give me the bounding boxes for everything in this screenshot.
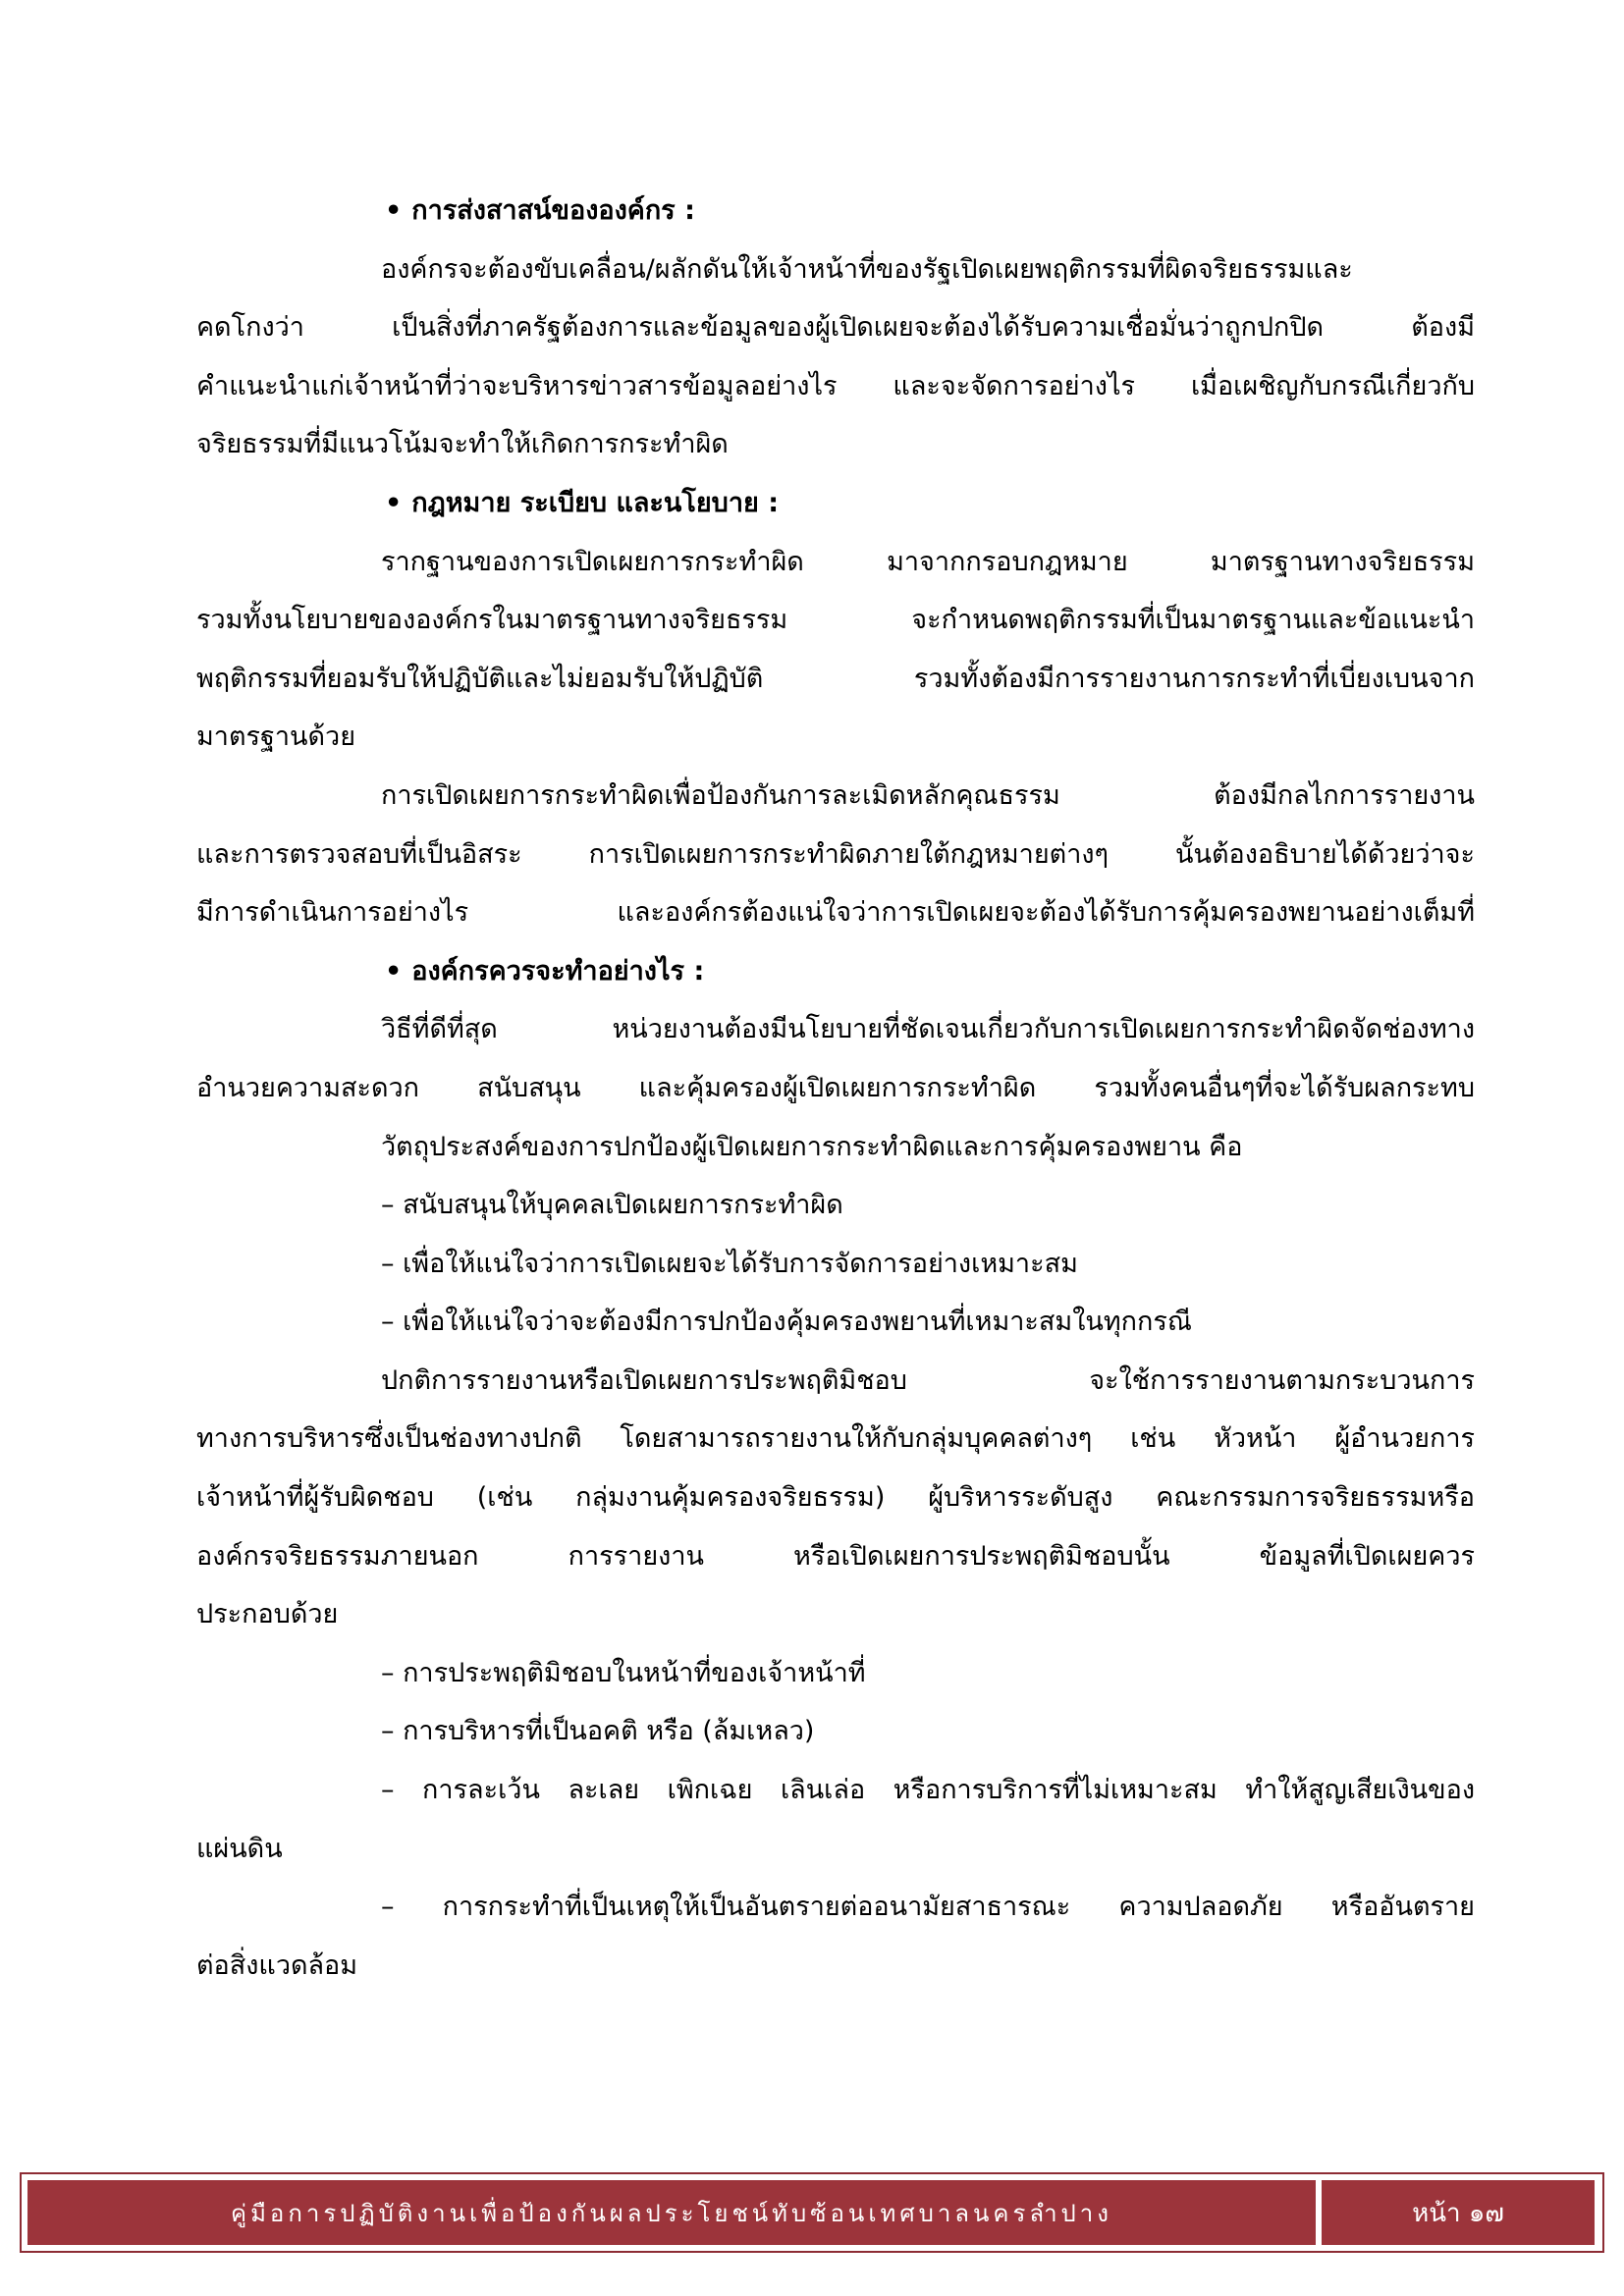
paragraph-line: คำแนะนำแก่เจ้าหน้าที่ว่าจะบริหารข่าวสารข้อมูลอย่างไร และจะจัดการอย่างไร เมื่อเผชิญกับกรณีเกี่ยวกับ (196, 370, 1475, 401)
paragraph-line: องค์กรจริยธรรมภายนอก การรายงาน หรือเปิดเผยการประพฤติมิชอบนั้น ข้อมูลที่เปิดเผยควร (196, 1540, 1475, 1572)
list-item: – เพื่อให้แน่ใจว่าการเปิดเผยจะได้รับการจัดการอย่างเหมาะสม (381, 1248, 1078, 1279)
footer-title-bar (27, 2180, 1316, 2245)
paragraph-line: มาตรฐานด้วย (196, 721, 356, 753)
paragraph-line: อำนวยความสะดวก สนับสนุน และคุ้มครองผู้เปิดเผยการกระทำผิด รวมทั้งคนอื่นๆที่จะได้รับผลกระทบ (196, 1072, 1475, 1103)
footer-page-box (1322, 2180, 1595, 2245)
section-heading-what-to-do: • องค์กรควรจะทำอย่างไร : (385, 955, 705, 987)
paragraph-line: มีการดำเนินการอย่างไร และองค์กรต้องแน่ใจว่าการเปิดเผยจะต้องได้รับการคุ้มครองพยานอย่างเต็มที่ (196, 897, 1475, 929)
list-item: – การกระทำที่เป็นเหตุให้เป็นอันตรายต่ออนามัยสาธารณะ ความปลอดภัย หรืออันตราย (381, 1892, 1475, 1923)
paragraph-line: การเปิดเผยการกระทำผิดเพื่อป้องกันการละเมิดหลักคุณธรรม ต้องมีกลไกการรายงาน (381, 779, 1475, 811)
list-item: – เพื่อให้แน่ใจว่าจะต้องมีการปกป้องคุ้มครองพยานที่เหมาะสมในทุกกรณี (381, 1307, 1192, 1338)
list-item: – การบริหารที่เป็นอคติ หรือ (ล้มเหลว) (381, 1716, 815, 1747)
page-footer (20, 2172, 1604, 2253)
paragraph-line: รากฐานของการเปิดเผยการกระทำผิด มาจากกรอบกฎหมาย มาตรฐานทางจริยธรรม (381, 546, 1475, 577)
paragraph-line: แผ่นดิน (196, 1833, 283, 1864)
paragraph-line: ประกอบด้วย (196, 1599, 339, 1630)
section-heading-law: • กฎหมาย ระเบียบ และนโยบาย : (385, 487, 779, 518)
paragraph-line: วิธีที่ดีที่สุด หน่วยงานต้องมีนโยบายที่ชัดเจนเกี่ยวกับการเปิดเผยการกระทำผิดจัดช่องทาง (381, 1014, 1475, 1045)
list-item: – การละเว้น ละเลย เพิกเฉย เลินเล่อ หรือการบริการที่ไม่เหมาะสม ทำให้สูญเสียเงินของ (381, 1775, 1475, 1806)
page-number: หน้า ๑๗ (1412, 2198, 1504, 2228)
list-item: – การประพฤติมิชอบในหน้าที่ของเจ้าหน้าที่ (381, 1657, 866, 1688)
bullet: • (385, 487, 403, 518)
paragraph-line: พฤติกรรมที่ยอมรับให้ปฏิบัติและไม่ยอมรับให้ปฏิบัติ รวมทั้งต้องมีการรายงานการกระทำที่เบี่ยงเบนจาก (196, 663, 1475, 694)
paragraph-line: รวมทั้งนโยบายขององค์กรในมาตรฐานทางจริยธรรม จะกำหนดพฤติกรรมที่เป็นมาตรฐานและข้อแนะนำ (196, 605, 1475, 636)
paragraph-line: จริยธรรมที่มีแนวโน้มจะทำให้เกิดการกระทำผิด (196, 429, 729, 460)
paragraph-line: ต่อสิ่งแวดล้อม (196, 1949, 358, 1981)
document-body (196, 182, 1475, 1995)
paragraph-line: ปกติการรายงานหรือเปิดเผยการประพฤติมิชอบ จะใช้การรายงานตามกระบวนการ (381, 1364, 1475, 1396)
bullet: • (385, 955, 403, 987)
paragraph-line: เจ้าหน้าที่ผู้รับผิดชอบ (เช่น กลุ่มงานคุ้มครองจริยธรรม) ผู้บริหารระดับสูง คณะกรรมการจริยธรรมหรือ (196, 1482, 1475, 1514)
paragraph-line: ทางการบริหารซึ่งเป็นช่องทางปกติ โดยสามารถรายงานให้กับกลุ่มบุคคลต่างๆ เช่น หัวหน้า ผู้อำนวยการ (196, 1423, 1475, 1455)
paragraph-line: และการตรวจสอบที่เป็นอิสระ การเปิดเผยการกระทำผิดภายใต้กฎหมายต่างๆ นั้นต้องอธิบายได้ด้วยว่าจะ (196, 838, 1475, 870)
paragraph-line: วัตถุประสงค์ของการปกป้องผู้เปิดเผยการกระทำผิดและการคุ้มครองพยาน คือ (381, 1131, 1243, 1162)
footer-title: คู่มือการปฏิบัติงานเพื่อป้องกันผลประโยชน์ทับซ้อนเทศบาลนครลำปาง (231, 2199, 1112, 2227)
paragraph-line: องค์กรจะต้องขับเคลื่อน/ผลักดันให้เจ้าหน้าที่ของรัฐเปิดเผยพฤติกรรมที่ผิดจริยธรรมและ (381, 253, 1353, 285)
list-item: – สนับสนุนให้บุคคลเปิดเผยการกระทำผิด (381, 1190, 843, 1221)
section-heading-communication: • การส่งสาสน์ขององค์กร : (385, 195, 695, 226)
bullet: • (385, 195, 403, 226)
paragraph-line: คดโกงว่า เป็นสิ่งที่ภาครัฐต้องการและข้อมูลของผู้เปิดเผยจะต้องได้รับความเชื่อมั่นว่าถูกปกปิด ต้องมี (196, 312, 1475, 344)
